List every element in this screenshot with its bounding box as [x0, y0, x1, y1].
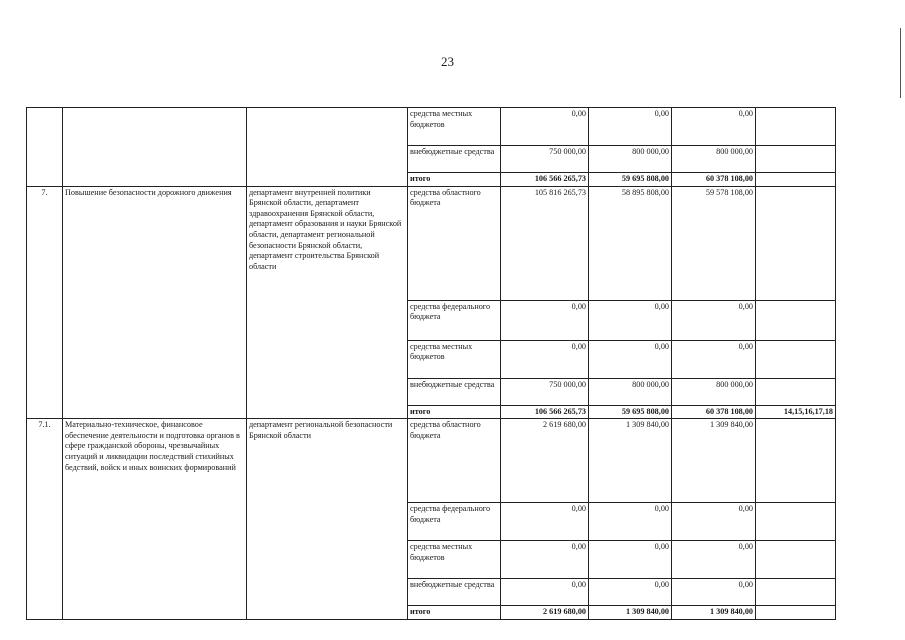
total-value-cell: 59 695 808,00 [589, 173, 672, 187]
goals-cell [756, 419, 836, 503]
value-cell: 0,00 [589, 541, 672, 579]
total-value-cell: 1 309 840,00 [672, 606, 756, 620]
value-cell: 800 000,00 [672, 378, 756, 405]
value-cell: 800 000,00 [672, 146, 756, 173]
page-number: 23 [441, 54, 454, 69]
goals-cell [756, 541, 836, 579]
goals-cell [756, 300, 836, 340]
funding-source-cell: средства местных бюджетов [408, 108, 501, 146]
funding-source-cell: средства местных бюджетов [408, 541, 501, 579]
value-cell: 0,00 [672, 300, 756, 340]
goals-cell [756, 579, 836, 606]
value-cell: 0,00 [672, 340, 756, 378]
budget-table [26, 107, 836, 620]
total-label-cell: итого [408, 405, 501, 419]
total-value-cell: 106 566 265,73 [501, 405, 589, 419]
table-row [27, 108, 836, 146]
scan-edge-line [900, 28, 901, 98]
goals-cell [756, 108, 836, 146]
value-cell: 0,00 [501, 300, 589, 340]
value-cell: 0,00 [589, 300, 672, 340]
number-cell [27, 108, 63, 187]
number-cell: 7. [27, 186, 63, 419]
value-cell: 800 000,00 [589, 378, 672, 405]
table-row [27, 419, 836, 503]
value-cell: 58 895 808,00 [589, 186, 672, 300]
value-cell: 1 309 840,00 [589, 419, 672, 503]
value-cell: 0,00 [672, 541, 756, 579]
value-cell: 0,00 [672, 579, 756, 606]
total-label-cell: итого [408, 173, 501, 187]
value-cell: 0,00 [672, 108, 756, 146]
value-cell: 0,00 [501, 340, 589, 378]
value-cell: 0,00 [589, 579, 672, 606]
executor-cell: департамент внутренней политики Брянской области, департамент здравоохранения Брянской области, департамент образования и науки Брянской области, департамент региональной безопасности Брянской области, департамент строительства Брянской области [247, 186, 408, 419]
total-value-cell: 106 566 265,73 [501, 173, 589, 187]
total-label-cell: итого [408, 606, 501, 620]
goals-cell [756, 186, 836, 300]
measure-name-cell: Повышение безопасности дорожного движения [63, 186, 247, 419]
value-cell: 750 000,00 [501, 146, 589, 173]
value-cell: 0,00 [672, 503, 756, 541]
total-value-cell: 60 378 108,00 [672, 405, 756, 419]
value-cell: 0,00 [501, 108, 589, 146]
total-value-cell: 59 695 808,00 [589, 405, 672, 419]
value-cell: 0,00 [589, 108, 672, 146]
value-cell: 0,00 [501, 579, 589, 606]
value-cell: 59 578 108,00 [672, 186, 756, 300]
value-cell: 800 000,00 [589, 146, 672, 173]
value-cell: 750 000,00 [501, 378, 589, 405]
funding-source-cell: средства местных бюджетов [408, 340, 501, 378]
value-cell: 0,00 [501, 541, 589, 579]
goals-cell [756, 378, 836, 405]
goals-cell: 14,15,16,17,18 [756, 405, 836, 419]
funding-source-cell: средства областного бюджета [408, 186, 501, 300]
executor-cell: департамент региональной безопасности Брянской области [247, 419, 408, 620]
table-row [27, 186, 836, 300]
goals-cell [756, 146, 836, 173]
goals-cell [756, 173, 836, 187]
number-cell: 7.1. [27, 419, 63, 620]
total-value-cell: 60 378 108,00 [672, 173, 756, 187]
executor-cell [247, 108, 408, 187]
goals-cell [756, 340, 836, 378]
total-value-cell: 1 309 840,00 [589, 606, 672, 620]
funding-source-cell: внебюджетные средства [408, 579, 501, 606]
total-value-cell: 2 619 680,00 [501, 606, 589, 620]
value-cell: 0,00 [501, 503, 589, 541]
funding-source-cell: средства федерального бюджета [408, 503, 501, 541]
funding-source-cell: внебюджетные средства [408, 378, 501, 405]
goals-cell [756, 606, 836, 620]
measure-name-cell [63, 108, 247, 187]
value-cell: 0,00 [589, 503, 672, 541]
value-cell: 2 619 680,00 [501, 419, 589, 503]
funding-source-cell: внебюджетные средства [408, 146, 501, 173]
funding-source-cell: средства областного бюджета [408, 419, 501, 503]
funding-source-cell: средства федерального бюджета [408, 300, 501, 340]
measure-name-cell: Материально-техническое, финансовое обеспечение деятельности и подготовка органов в сфере гражданской обороны, чрезвычайных ситуаций и ликвидации последствий стихийных бедствий, войск и иных воинских формирований [63, 419, 247, 620]
value-cell: 105 816 265,73 [501, 186, 589, 300]
goals-cell [756, 503, 836, 541]
value-cell: 0,00 [589, 340, 672, 378]
value-cell: 1 309 840,00 [672, 419, 756, 503]
